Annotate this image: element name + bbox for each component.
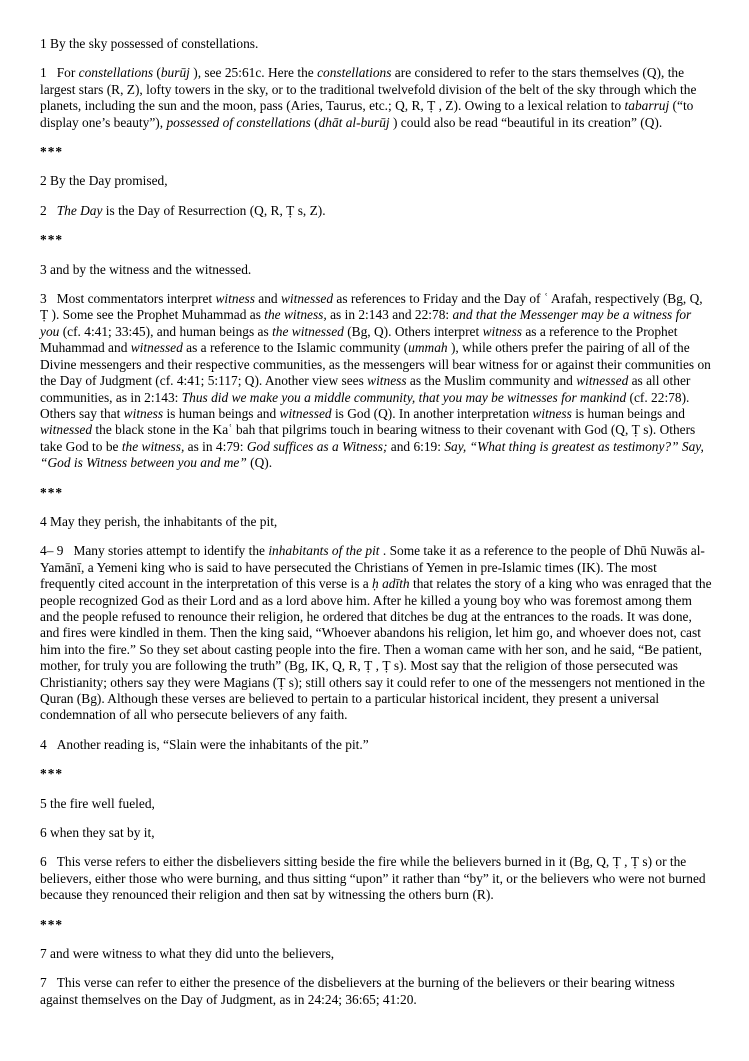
- text-segment: Most commentators interpret: [56, 291, 216, 307]
- text-segment: the black stone in the Kaʿ bah that pilgrims touch in bearing witness to their covenant with God (Q, Ṭ s). Others take God to be: [40, 422, 696, 454]
- italic-text-segment: Say, “What thing is greatest as testimony?” Say, “God is Witness between you and me”: [40, 438, 704, 471]
- note-paragraph: [40, 203, 712, 219]
- italic-text-segment: constellations: [78, 65, 154, 81]
- italic-text-segment: witnessed: [40, 422, 93, 438]
- text-segment: (cf. 4:41; 33:45), and human beings as: [59, 323, 273, 339]
- text-segment: (: [153, 65, 161, 81]
- text-segment: is human beings and: [571, 405, 685, 421]
- verse-line: [40, 514, 712, 530]
- text-segment: 2 By the Day promised,: [40, 173, 168, 189]
- note-number: 4: [40, 736, 47, 752]
- note-number: 2: [40, 202, 47, 218]
- text-segment: ), see 25:61c. Here the: [189, 65, 318, 81]
- text-segment: 6 when they sat by it,: [40, 825, 155, 841]
- text-segment: (: [310, 114, 319, 130]
- text-segment: ), while others prefer the pairing of all of the Divine messengers and their respective communities, as the messengers will bear witness for or against their communities on the Day of Judgment (cf. 4:41; 5:117; Q). Another view sees: [40, 340, 711, 389]
- italic-text-segment: witness: [123, 405, 164, 421]
- italic-text-segment: Thus did we make you a middle community, that you may be witnesses for mankind: [181, 389, 627, 405]
- italic-text-segment: God suffices as a Witness;: [246, 438, 388, 454]
- section-separator: ***: [40, 766, 64, 782]
- italic-text-segment: witness: [215, 291, 255, 307]
- text-segment: ) could also be read “beautiful in its creation” (Q).: [389, 114, 663, 130]
- italic-text-segment: witnessed: [279, 405, 332, 421]
- note-paragraph: [40, 543, 712, 723]
- text-segment: is human beings and: [163, 405, 280, 421]
- note-number: 7: [40, 975, 47, 991]
- text-segment: (Bg, Q). Others interpret: [343, 323, 483, 339]
- text-segment: 3 and by the witness and the witnessed.: [40, 261, 252, 277]
- note-paragraph: [40, 291, 712, 471]
- italic-text-segment: ummah: [408, 340, 448, 356]
- text-segment: is the Day of Resurrection (Q, R, Ṭ s, Z).: [102, 202, 326, 218]
- text-segment: 4 May they perish, the inhabitants of the pit,: [40, 513, 278, 529]
- text-segment: (cf. 22:78). Others say that: [40, 389, 690, 421]
- italic-text-segment: inhabitants of the pit: [268, 543, 380, 559]
- section-separator: ***: [40, 916, 64, 932]
- verse-line: [40, 796, 712, 812]
- text-segment: Another reading is, “Slain were the inhabitants of the pit.”: [56, 736, 369, 752]
- text-segment: This verse can refer to either the presence of the disbelievers at the burning of the believers or their bearing witness against themselves on the Day of Judgment, as in 24:24; 36:65; 41:20.: [40, 975, 675, 1007]
- note-number: 1: [40, 65, 47, 81]
- text-segment: 1 By the sky possessed of constellations.: [40, 36, 259, 51]
- italic-text-segment: witnessed: [280, 291, 334, 307]
- text-segment: as in 4:79:: [184, 438, 247, 454]
- note-paragraph: [40, 975, 712, 1008]
- text-segment: 7 and were witness to what they did unto the believers,: [40, 946, 335, 962]
- italic-text-segment: witness: [367, 373, 407, 389]
- text-segment: as references to Friday and the Day of ʿ Arafah, respectively (Bg, Q, Ṭ ). Some see the Prophet Muhammad as: [40, 291, 703, 323]
- italic-text-segment: dhāt al-burūj: [318, 114, 390, 130]
- text-segment: 5 the fire well fueled,: [40, 795, 155, 811]
- section-separator: ***: [40, 144, 64, 160]
- note-number: 3: [40, 291, 47, 307]
- note-paragraph: [40, 737, 712, 753]
- text-segment: is God (Q). In another interpretation: [331, 405, 533, 421]
- text-segment: This verse refers to either the disbelievers sitting beside the fire while the believers burned in it (Bg, Q, Ṭ , Ṭ s) or the believers, either those who were burning, and thus sitting “upon” it rather than “by” it, or the believers who were not burned because they renounced their religion and then sat by witnessing the others burn (R).: [40, 854, 706, 903]
- text-segment: and: [254, 291, 281, 307]
- italic-text-segment: witness: [482, 323, 523, 339]
- text-segment: are considered to refer to the stars themselves (Q), the largest stars (R, Z), lofty towers in the sky, or to the traditional twelvefold division of the belt of the sky through which the planets, including the sun and the moon, pass (Aries, Taurus, etc.; Q, R, Ṭ , Z). Owing to a lexical relation to: [40, 65, 697, 114]
- note-paragraph: [40, 854, 712, 903]
- italic-text-segment: the witness,: [121, 438, 185, 454]
- text-segment: as the Muslim community and: [406, 373, 577, 389]
- text-segment: as in 2:143 and 22:78:: [326, 307, 453, 323]
- italic-text-segment: witness: [532, 405, 572, 421]
- verse-line: [40, 825, 712, 841]
- text-segment: that relates the story of a king who was enraged that the people recognized God as their Lord and as a lord above him. After he killed a young boy who was foremost among them and the people refused to renounce their religion, he ordered that ditches be dug at the entrances to the roads. It was done, and fires were kindled in them. Then the king said, “Whoever abandons his religion, let him go, and whoever does not, cast him into the fire.” So they set about casting people into the fire. Then a woman came with her son, and he said, “Be patient, mother, for truly you are following the truth” (Bg, IK, Q, R, Ṭ , Ṭ s). Most say that the religion of those persecuted was Christianity; others say they were Magians (Ṭ s); still others say it could refer to one of the messengers not mentioned in the Quran (Bg). Although these verses are believed to pertain to a particular historical incident, they present a universal condemnation of all who persecute believers of any faith.: [40, 576, 712, 723]
- note-number: 4– 9: [40, 543, 64, 559]
- commentary-content: [40, 36, 712, 1008]
- text-segment: as a reference to the Islamic community (: [182, 340, 409, 356]
- italic-text-segment: tabarruj: [624, 98, 670, 114]
- text-segment: (“to display one’s beauty”),: [40, 98, 694, 130]
- verse-line: [40, 173, 712, 189]
- text-segment: as a reference to the Prophet Muhammad and: [40, 323, 678, 356]
- section-separator: ***: [40, 484, 64, 500]
- text-segment: as all other communities, as in 2:143:: [40, 373, 691, 405]
- note-paragraph: [40, 65, 712, 131]
- italic-text-segment: possessed of constellations: [166, 114, 311, 130]
- italic-text-segment: burūj: [160, 65, 190, 81]
- text-segment: Many stories attempt to identify the: [73, 543, 269, 559]
- note-number: 6: [40, 854, 47, 870]
- verse-line: [40, 262, 712, 278]
- text-segment: (Q).: [246, 455, 273, 471]
- text-segment: and 6:19:: [387, 438, 445, 454]
- italic-text-segment: witnessed: [576, 373, 629, 389]
- text-segment: . Some take it as a reference to the people of Dhū Nuwās al-Yamānī, a Yemeni king who is said to have persecuted the Christians of Yemen in pre-Islamic times (IK). The most frequently cited account in the interpretation of this verse is a: [40, 543, 705, 592]
- text-segment: For: [56, 65, 79, 81]
- italic-text-segment: and that the Messenger may be a witness for you: [40, 307, 692, 339]
- italic-text-segment: The Day: [56, 202, 103, 218]
- verse-line: [40, 946, 712, 962]
- italic-text-segment: the witnessed: [272, 323, 344, 339]
- italic-text-segment: ḥ adīth: [372, 576, 410, 592]
- italic-text-segment: witnessed: [130, 340, 183, 356]
- italic-text-segment: constellations: [317, 65, 392, 81]
- verse-line: [40, 36, 712, 52]
- section-separator: ***: [40, 232, 64, 248]
- italic-text-segment: the witness,: [264, 307, 327, 323]
